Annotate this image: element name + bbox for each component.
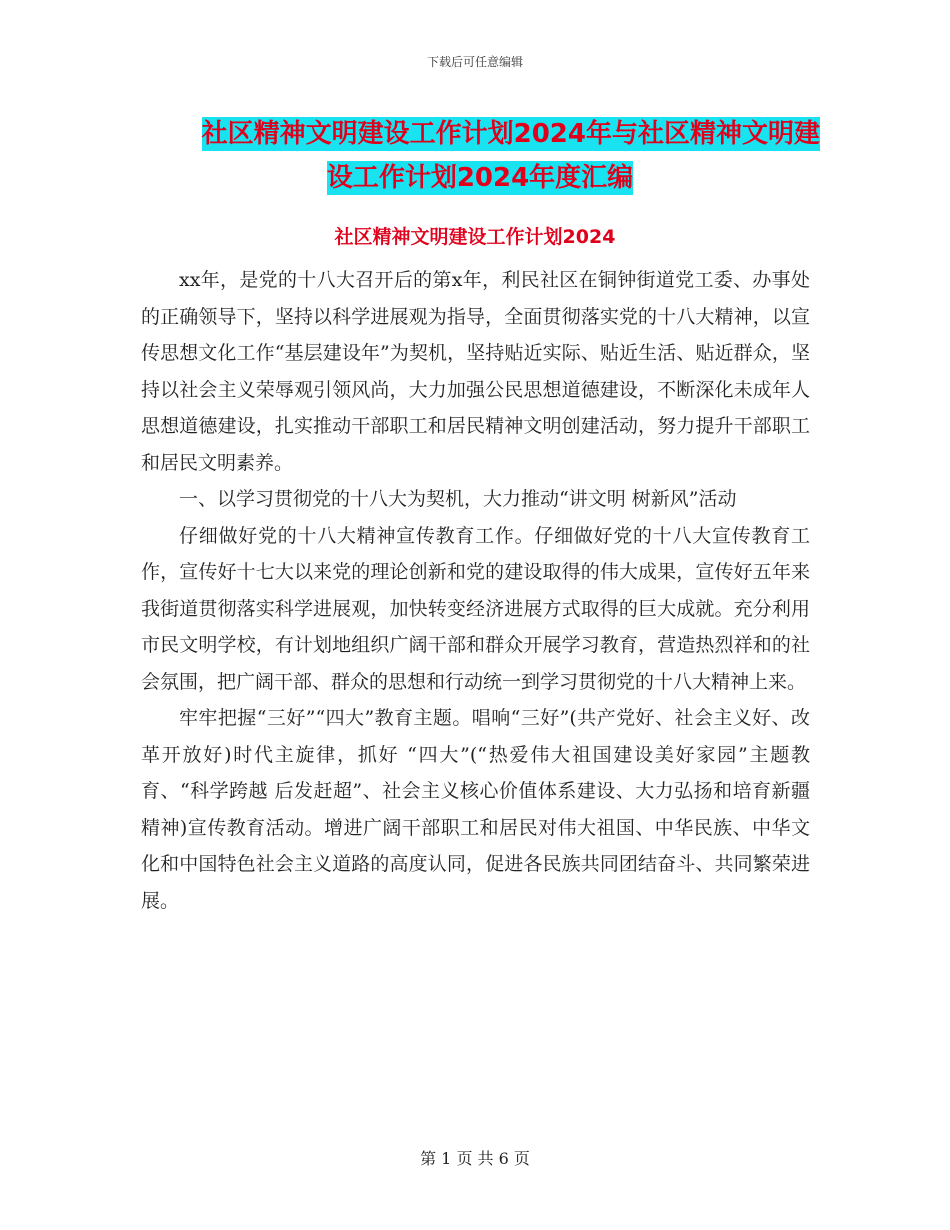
document-title: [140, 112, 820, 200]
body-text: [141, 262, 810, 919]
paragraph: 一、以学习贯彻党的十八大为契机，大力推动“讲文明 树新风”活动: [179, 488, 737, 510]
section-heading: 社区精神文明建设工作计划2024: [334, 226, 616, 248]
paragraph: 牢牢把握“三好”“四大”教育主题。唱响“三好”(共产党好、社会主义好、改革开放好)时代主旋律，抓好 “四大”(“热爱伟大祖国建设美好家园”主题教育、“科学跨越 后发赶超”、社会主义核心价值体系建设、大力弘扬和培育新疆精神)宣传教育活动。增进广阔干部职工和居民对伟大祖国、中华民族、中华文化和中国特色社会主义道路的高度认同，促进各民族共同团结奋斗、共同繁荣进展。: [141, 707, 810, 912]
title-line-1: 社区精神文明建设工作计划2024年与社区精神文明建: [201, 119, 820, 149]
paragraph: 仔细做好党的十八大精神宣传教育工作。仔细做好党的十八大宣传教育工作，宣传好十七大以来党的理论创新和党的建设取得的伟大成果，宣传好五年来我街道贯彻落实科学进展观，加快转变经济进展方式取得的巨大成就。充分利用市民文明学校，有计划地组织广阔干部和群众开展学习教育，营造热烈祥和的社会氛围，把广阔干部、群众的思想和行动统一到学习贯彻党的十八大精神上来。: [141, 524, 810, 693]
paragraph: xx年，是党的十八大召开后的第x年，利民社区在铜钟街道党工委、办事处的正确领导下，坚持以科学进展观为指导，全面贯彻落实党的十八大精神，以宣传思想文化工作“基层建设年”为契机，坚持贴近实际、贴近生活、贴近群众，坚持以社会主义荣辱观引领风尚，大力加强公民思想道德建设，不断深化未成年人思想道德建设，扎实推动干部职工和居民精神文明创建活动，努力提升干部职工和居民文明素养。: [141, 269, 810, 474]
page-header-note: 下载后可任意编辑: [426, 55, 523, 69]
title-line-2: 设工作计划2024年度汇编: [326, 163, 634, 193]
page-footer: 第 1 页 共 6 页: [420, 1149, 530, 1168]
